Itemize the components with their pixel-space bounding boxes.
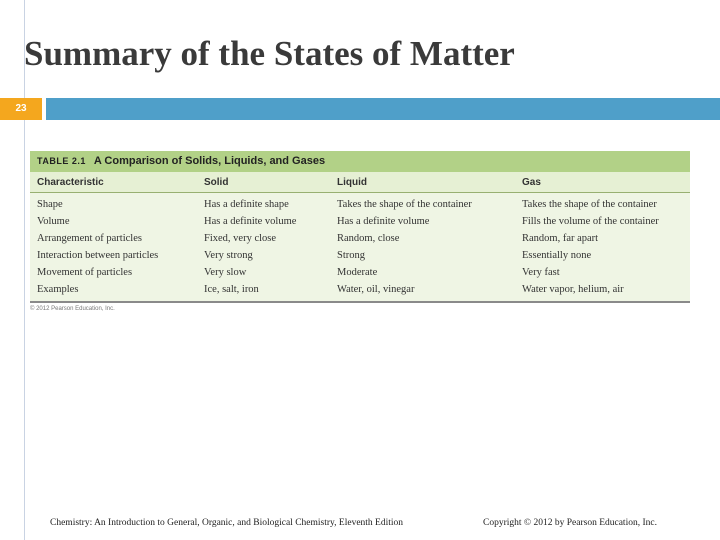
column-header: Liquid bbox=[330, 172, 515, 193]
comparison-table bbox=[30, 151, 690, 303]
table-cell: Fixed, very close bbox=[197, 230, 330, 247]
slide-number: 23 bbox=[0, 98, 42, 120]
slide-title: Summary of the States of Matter bbox=[24, 34, 515, 73]
table-cell: Essentially none bbox=[515, 247, 690, 264]
states-table bbox=[30, 172, 690, 303]
left-guide-line bbox=[24, 0, 25, 540]
table-row bbox=[30, 247, 690, 264]
table-cell: Arrangement of particles bbox=[30, 230, 197, 247]
table-cell: Strong bbox=[330, 247, 515, 264]
table-cell: Very strong bbox=[197, 247, 330, 264]
column-header: Characteristic bbox=[30, 172, 197, 193]
image-credit: © 2012 Pearson Education, Inc. bbox=[30, 306, 115, 312]
table-caption: A Comparison of Solids, Liquids, and Gases bbox=[93, 155, 326, 167]
table-row bbox=[30, 281, 690, 302]
column-header: Solid bbox=[197, 172, 330, 193]
table-cell: Very fast bbox=[515, 264, 690, 281]
table-row bbox=[30, 193, 690, 214]
table-row bbox=[30, 264, 690, 281]
column-header: Gas bbox=[515, 172, 690, 193]
table-cell: Has a definite volume bbox=[330, 213, 515, 230]
table-cell: Water, oil, vinegar bbox=[330, 281, 515, 302]
table-cell: Moderate bbox=[330, 264, 515, 281]
table-cell: Water vapor, helium, air bbox=[515, 281, 690, 302]
table-cell: Random, far apart bbox=[515, 230, 690, 247]
table-label: TABLE 2.1 bbox=[37, 156, 86, 166]
table-cell: Takes the shape of the container bbox=[515, 193, 690, 214]
table-cell: Ice, salt, iron bbox=[197, 281, 330, 302]
table-cell: Shape bbox=[30, 193, 197, 214]
table-cell: Has a definite shape bbox=[197, 193, 330, 214]
table-cell: Takes the shape of the container bbox=[330, 193, 515, 214]
table-cell: Examples bbox=[30, 281, 197, 302]
table-cell: Very slow bbox=[197, 264, 330, 281]
table-cell: Fills the volume of the container bbox=[515, 213, 690, 230]
table-caption-bar bbox=[30, 151, 690, 172]
table-cell: Random, close bbox=[330, 230, 515, 247]
table-cell: Interaction between particles bbox=[30, 247, 197, 264]
table-row bbox=[30, 230, 690, 247]
title-divider-bar bbox=[46, 98, 720, 120]
table-cell: Has a definite volume bbox=[197, 213, 330, 230]
table-header-row bbox=[30, 172, 690, 193]
table-row bbox=[30, 213, 690, 230]
table-cell: Volume bbox=[30, 213, 197, 230]
table-cell: Movement of particles bbox=[30, 264, 197, 281]
footer-book-title: Chemistry: An Introduction to General, Organic, and Biological Chemistry, Eleventh Edition bbox=[50, 518, 404, 528]
footer-copyright: Copyright © 2012 by Pearson Education, Inc. bbox=[483, 518, 657, 528]
